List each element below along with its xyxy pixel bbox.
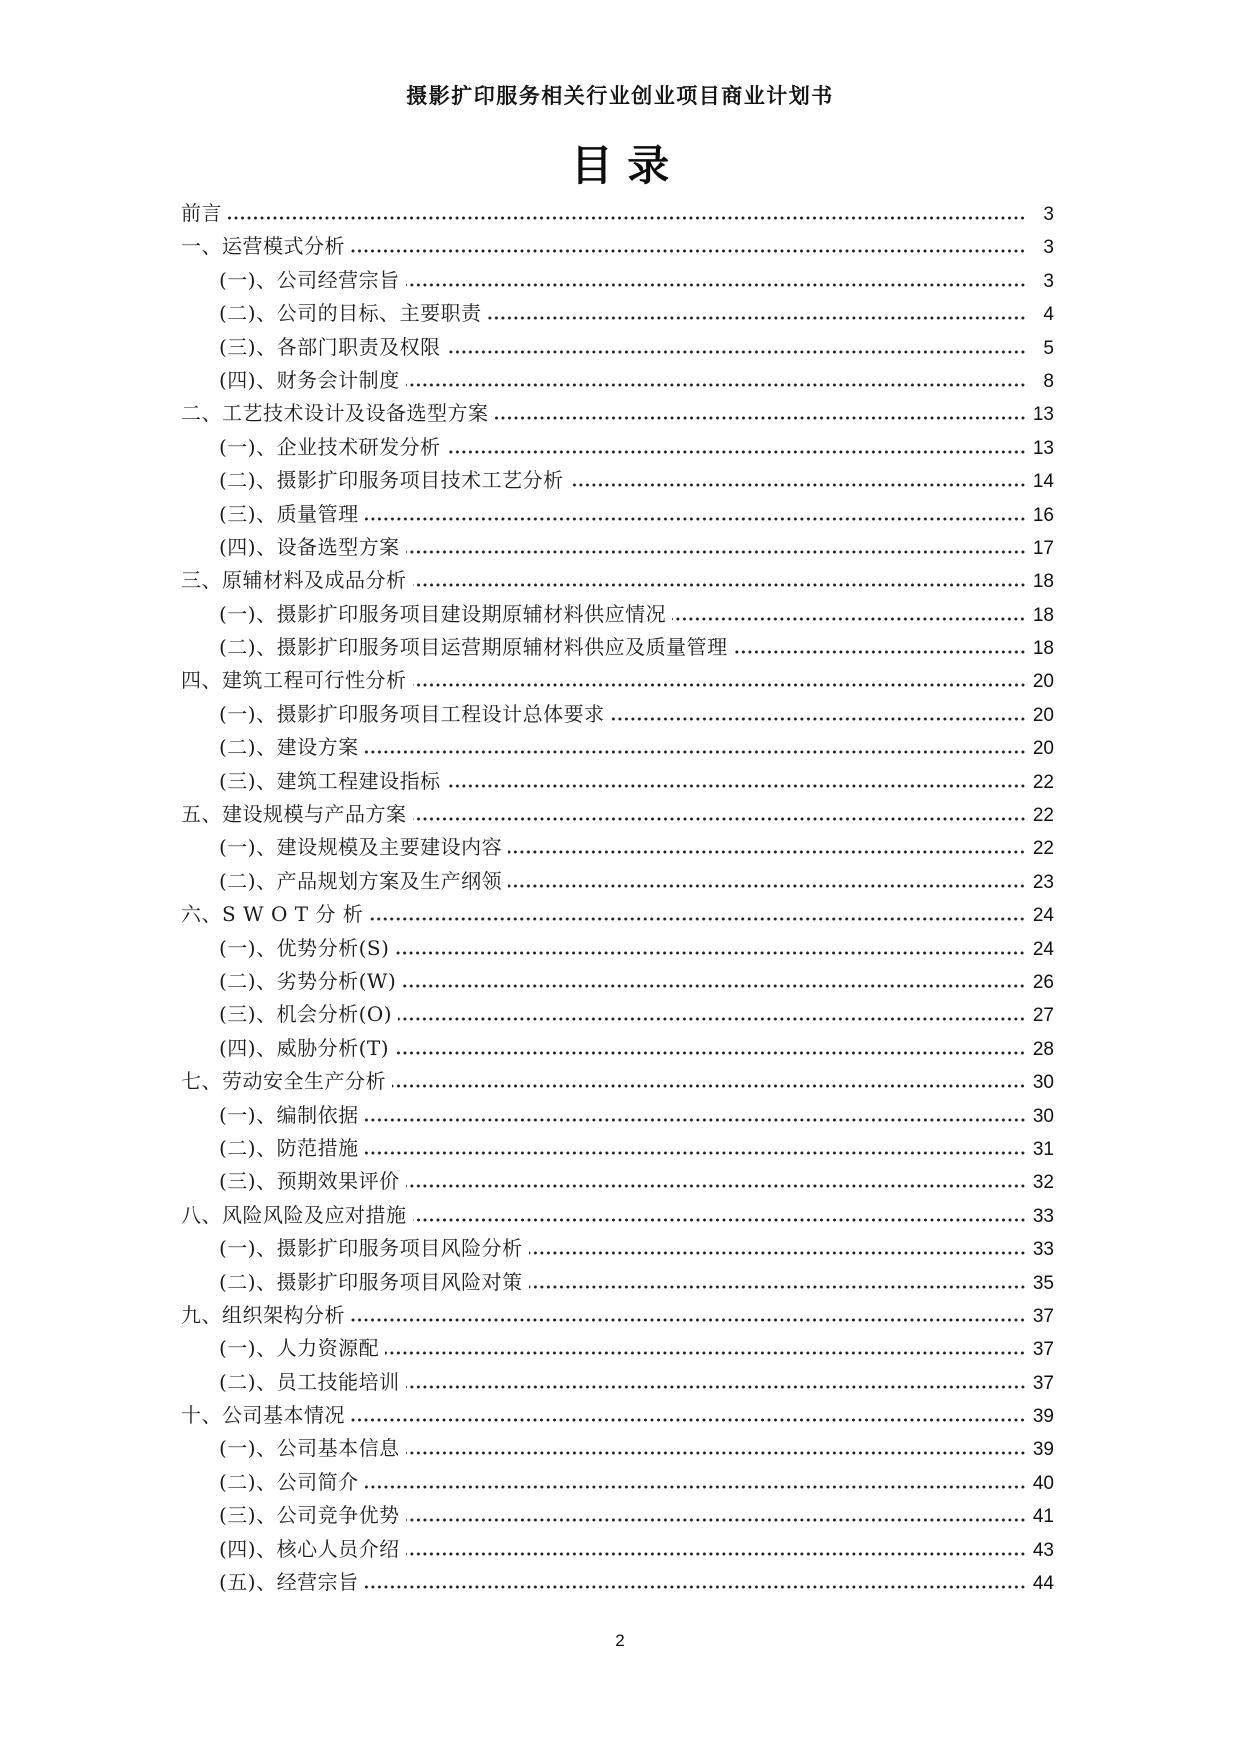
toc-entry [181,1332,1054,1365]
dotted-leader [495,416,1028,420]
toc-entry [181,1566,1054,1599]
dotted-leader [413,817,1028,821]
toc-entry-label: (三)、机会分析(O) [219,1002,393,1027]
dotted-leader [406,1518,1027,1522]
toc-entry-label: (三)、质量管理 [219,501,359,526]
toc-entry-page-number: 39 [1032,1439,1054,1461]
toc-entry-label: 三、原辅材料及成品分析 [181,568,407,593]
toc-entry [181,564,1054,597]
dotted-leader [395,951,1027,955]
toc-entry [181,1499,1054,1532]
dotted-leader [406,1184,1027,1188]
toc-entry-page-number: 18 [1032,571,1054,593]
toc-entry-label: (二)、劣势分析(W) [219,968,397,993]
toc-title: 目 录 [570,141,670,190]
document-header-title: 摄影扩印服务相关行业创业项目商业计划书 [406,83,834,108]
dotted-leader [529,1285,1027,1289]
dotted-leader [406,1385,1027,1389]
toc-entry [181,798,1054,831]
toc-entry-label: (一)、企业技术研发分析 [219,434,441,459]
toc-entry [181,464,1054,497]
toc-entry-label: 十、公司基本情况 [181,1403,345,1428]
toc-entry-label: (一)、人力资源配 [219,1336,380,1361]
toc-entry [181,932,1054,965]
toc-entry-label: 前言 [181,201,222,225]
toc-entry [181,865,1054,898]
dotted-leader [351,249,1027,253]
toc-entry-label: (一)、公司基本信息 [219,1436,400,1461]
toc-entry-page-number: 17 [1032,537,1054,559]
toc-entry-page-number: 3 [1043,237,1054,259]
dotted-leader [406,550,1027,554]
toc-entry-page-number: 23 [1032,871,1054,893]
dotted-leader [406,383,1027,387]
toc-entry-page-number: 37 [1032,1372,1054,1394]
toc-entry-label: (四)、威胁分析(T) [219,1035,390,1060]
toc-entry-label: (二)、公司的目标、主要职责 [219,301,482,326]
toc-entry-page-number: 20 [1032,738,1054,760]
toc-entry-label: (一)、编制依据 [219,1102,359,1127]
toc-entry-page-number: 35 [1032,1272,1054,1294]
toc-entry [181,1032,1054,1065]
dotted-leader [228,216,1027,220]
toc-entry-page-number: 5 [1043,337,1054,359]
dotted-leader [351,1318,1027,1322]
dotted-leader [413,1218,1028,1222]
dotted-leader [447,784,1027,788]
toc-entry [181,331,1054,364]
toc-entry [181,765,1054,798]
dotted-leader [365,750,1027,754]
toc-entry [181,1065,1054,1098]
toc-entry-label: 五、建设规模与产品方案 [181,802,407,827]
toc-entry [181,197,1054,230]
toc-entry-label: (二)、公司简介 [219,1469,359,1494]
dotted-leader [395,1051,1027,1055]
dotted-leader [406,1451,1027,1455]
toc-entry [181,831,1054,864]
dotted-leader [365,1585,1027,1589]
toc-entry-label: 八、风险风险及应对措施 [181,1202,407,1227]
toc-entry-label: (三)、各部门职责及权限 [219,334,441,359]
dotted-leader [406,283,1027,287]
toc-entry-label: 七、劳动安全生产分析 [181,1069,386,1094]
dotted-leader [529,1251,1027,1255]
toc-entry-label: (四)、设备选型方案 [219,534,400,559]
dotted-leader [508,850,1027,854]
toc-entry-page-number: 14 [1032,471,1054,493]
toc-entry [181,531,1054,564]
toc-entry-page-number: 44 [1032,1573,1054,1595]
toc-entry [181,498,1054,531]
toc-entry [181,431,1054,464]
dotted-leader [447,450,1027,454]
toc-entry-label: (一)、建设规模及主要建设内容 [219,835,503,860]
toc-entry [181,1232,1054,1265]
toc-entry-page-number: 28 [1032,1038,1054,1060]
toc-entry-label: 一、运营模式分析 [181,234,345,259]
toc-entry [181,1165,1054,1198]
toc-entry-page-number: 18 [1032,638,1054,660]
dotted-leader [365,1485,1027,1489]
dotted-leader [413,583,1028,587]
toc-entry-page-number: 32 [1032,1172,1054,1194]
dotted-leader [413,683,1028,687]
toc-entry-label: 二、工艺技术设计及设备选型方案 [181,401,489,426]
toc-entry [181,1266,1054,1299]
toc-entry-page-number: 37 [1032,1305,1054,1327]
toc-entry-page-number: 40 [1032,1472,1054,1494]
toc-entry-label: (三)、建筑工程建设指标 [219,768,441,793]
toc-entry-page-number: 20 [1032,704,1054,726]
toc-list [181,197,1054,1599]
toc-entry-label: (二)、建设方案 [219,735,359,760]
toc-entry [181,631,1054,664]
toc-entry [181,598,1054,631]
toc-entry-label: 九、组织架构分析 [181,1302,345,1327]
toc-entry-page-number: 22 [1032,838,1054,860]
dotted-leader [611,717,1027,721]
toc-entry-page-number: 27 [1032,1005,1054,1027]
toc-entry-page-number: 30 [1032,1072,1054,1094]
dotted-leader [351,1418,1027,1422]
toc-entry-page-number: 20 [1032,671,1054,693]
toc-entry [181,1432,1054,1465]
dotted-leader [402,984,1027,988]
toc-entry-page-number: 22 [1032,771,1054,793]
toc-entry-page-number: 33 [1032,1239,1054,1261]
footer-page-number: 2 [615,1631,625,1650]
toc-entry [181,898,1054,931]
toc-entry-page-number: 31 [1032,1138,1054,1160]
toc-entry-label: (一)、摄影扩印服务项目工程设计总体要求 [219,701,605,726]
dotted-leader [385,1351,1027,1355]
toc-entry-label: 四、建筑工程可行性分析 [181,668,407,693]
toc-entry-page-number: 22 [1032,805,1054,827]
toc-entry-page-number: 13 [1032,404,1054,426]
toc-entry-label: (一)、摄影扩印服务项目建设期原辅材料供应情况 [219,601,667,626]
toc-entry [181,1099,1054,1132]
dotted-leader [369,917,1027,921]
toc-entry-page-number: 3 [1043,270,1054,292]
dotted-leader [734,650,1027,654]
toc-entry-page-number: 43 [1032,1539,1054,1561]
toc-entry-page-number: 26 [1032,971,1054,993]
toc-entry-label: (二)、摄影扩印服务项目运营期原辅材料供应及质量管理 [219,635,728,660]
toc-entry-page-number: 30 [1032,1105,1054,1127]
toc-entry-label: (三)、预期效果评价 [219,1169,400,1194]
toc-entry-label: (二)、防范措施 [219,1135,359,1160]
toc-entry [181,698,1054,731]
toc-entry-label: (四)、核心人员介绍 [219,1536,400,1561]
toc-entry [181,364,1054,397]
toc-entry-label: (三)、公司竞争优势 [219,1503,400,1528]
dotted-leader [392,1084,1027,1088]
dotted-leader [447,350,1027,354]
toc-entry [181,998,1054,1031]
toc-entry [181,1299,1054,1332]
dotted-leader [398,1017,1027,1021]
toc-entry-page-number: 13 [1032,437,1054,459]
toc-entry-label: 六、S W O T 分 析 [181,902,364,927]
dotted-leader [365,1151,1027,1155]
toc-entry [181,1366,1054,1399]
toc-entry [181,1199,1054,1232]
toc-entry [181,731,1054,764]
dotted-leader [365,517,1027,521]
toc-entry [181,297,1054,330]
toc-entry [181,1132,1054,1165]
toc-entry-page-number: 39 [1032,1406,1054,1428]
toc-entry-page-number: 18 [1032,604,1054,626]
dotted-leader [406,1552,1027,1556]
toc-entry [181,264,1054,297]
toc-entry-page-number: 16 [1032,504,1054,526]
dotted-leader [365,1118,1027,1122]
toc-entry-label: (二)、摄影扩印服务项目技术工艺分析 [219,468,564,493]
toc-entry-label: (二)、摄影扩印服务项目风险对策 [219,1269,523,1294]
toc-entry-label: (二)、产品规划方案及生产纲领 [219,868,503,893]
toc-entry [181,965,1054,998]
toc-entry [181,1399,1054,1432]
toc-entry-label: (五)、经营宗旨 [219,1570,359,1595]
toc-entry-label: (二)、员工技能培训 [219,1369,400,1394]
toc-entry-label: (一)、摄影扩印服务项目风险分析 [219,1236,523,1261]
toc-entry [181,230,1054,263]
toc-entry-label: (一)、优势分析(S) [219,935,390,960]
toc-entry-page-number: 33 [1032,1205,1054,1227]
toc-entry [181,1466,1054,1499]
toc-entry-page-number: 24 [1032,938,1054,960]
toc-entry-page-number: 8 [1043,370,1054,392]
toc-entry [181,664,1054,697]
dotted-leader [508,884,1027,888]
toc-entry [181,1533,1054,1566]
toc-entry-label: (一)、公司经营宗旨 [219,267,400,292]
toc-entry-page-number: 3 [1043,204,1054,225]
toc-entry-label: (四)、财务会计制度 [219,367,400,392]
toc-entry [181,397,1054,430]
toc-entry-page-number: 41 [1032,1506,1054,1528]
dotted-leader [570,483,1027,487]
toc-entry-page-number: 37 [1032,1339,1054,1361]
dotted-leader [488,316,1027,320]
dotted-leader [672,617,1027,621]
toc-entry-page-number: 4 [1043,304,1054,326]
toc-entry-page-number: 24 [1032,905,1054,927]
